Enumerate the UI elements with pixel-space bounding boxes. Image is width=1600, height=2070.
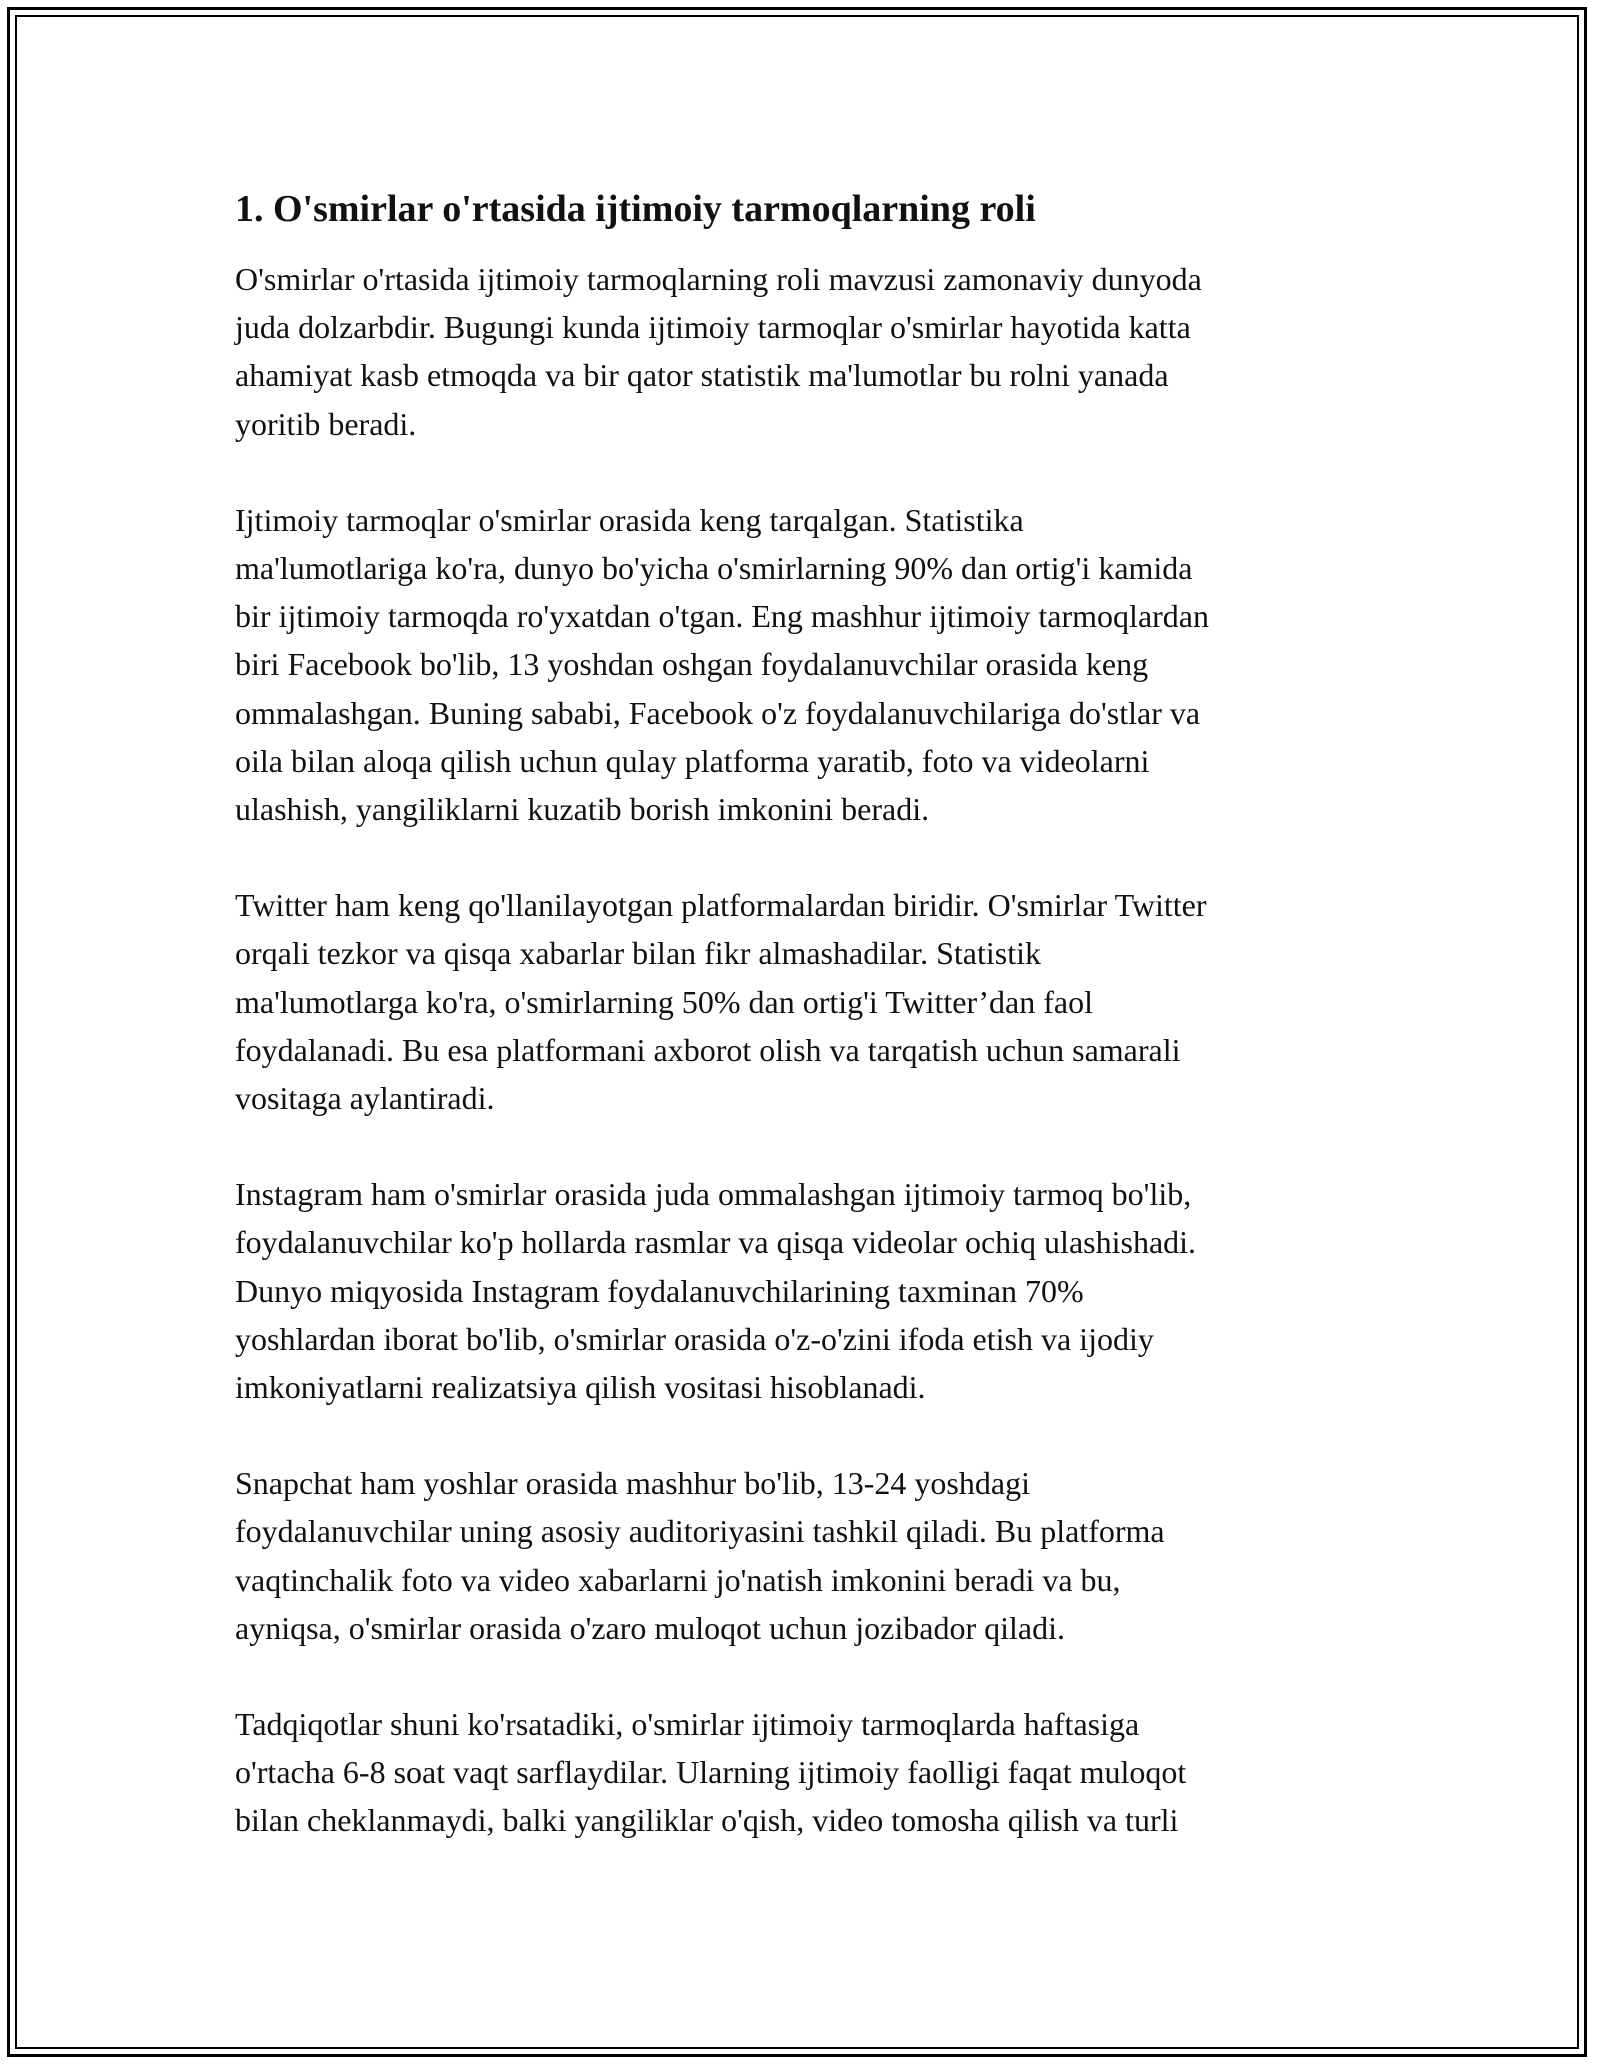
paragraph-snapchat [235, 1459, 1365, 1652]
text-line: yoshlardan iborat bo'lib, o'smirlar orasida o'z-o'zini ifoda etish va ijodiy [235, 1320, 1154, 1357]
text-line: foydalanuvchilar uning asosiy auditoriyasini tashkil qiladi. Bu platforma [235, 1513, 1165, 1550]
text-line: Instagram ham o'smirlar orasida juda ommalashgan ijtimoiy tarmoq bo'lib, [235, 1176, 1192, 1213]
text-line: o'rtacha 6-8 soat vaqt sarflaydilar. Ularning ijtimoiy faolligi faqat muloqot [235, 1754, 1187, 1791]
text-line: Twitter ham keng qo'llanilayotgan platformalardan biridir. O'smirlar Twitter [235, 887, 1207, 924]
text-line: O'smirlar o'rtasida ijtimoiy tarmoqlarning roli mavzusi zamonaviy dunyoda [235, 261, 1202, 297]
text-line: ayniqsa, o'smirlar orasida o'zaro muloqot uchun jozibador qiladi. [235, 1609, 1065, 1646]
text-line: Snapchat ham yoshlar orasida mashhur bo'lib, 13-24 yoshdagi [235, 1465, 1030, 1502]
paragraph-research [235, 1700, 1365, 1845]
text-line: ma'lumotlarga ko'ra, o'smirlarning 50% dan ortig'i Twitter’dan faol [235, 983, 1093, 1020]
text-line: biri Facebook bo'lib, 13 yoshdan oshgan foydalanuvchilar orasida keng [235, 646, 1149, 683]
text-line: bir ijtimoiy tarmoqda ro'yxatdan o'tgan. Eng mashhur ijtimoiy tarmoqlardan [235, 598, 1209, 635]
paragraph-facebook [235, 496, 1365, 833]
text-line: oila bilan aloqa qilish uchun qulay platforma yaratib, foto va videolarni [235, 742, 1150, 779]
text-line: ma'lumotlariga ko'ra, dunyo bo'yicha o'smirlarning 90% dan ortig'i kamida [235, 550, 1193, 587]
text-line: ulashish, yangiliklarni kuzatib borish imkonini beradi. [235, 791, 930, 828]
text-line: imkoniyatlarni realizatsiya qilish vositasi hisoblanadi. [235, 1369, 926, 1406]
paragraph-instagram [235, 1170, 1365, 1411]
text-line: foydalanadi. Bu esa platformani axborot olish va tarqatish uchun samarali [235, 1031, 1181, 1068]
document-body [235, 185, 1365, 1893]
text-line: Ijtimoiy tarmoqlar o'smirlar orasida keng tarqalgan. Statistika [235, 501, 1024, 538]
text-line: yoritib beradi. [235, 405, 417, 442]
section-heading: 1. O'smirlar o'rtasida ijtimoiy tarmoqlarning roli [235, 188, 1036, 230]
text-line: vositaga aylantiradi. [235, 1080, 495, 1117]
text-line: foydalanuvchilar ko'p hollarda rasmlar va qisqa videolar ochiq ulashishadi. [235, 1224, 1197, 1261]
text-line: vaqtinchalik foto va video xabarlarni jo'natish imkonini beradi va bu, [235, 1561, 1121, 1598]
paragraph-twitter [235, 881, 1365, 1122]
text-line: Dunyo miqyosida Instagram foydalanuvchilarining taxminan 70% [235, 1272, 1084, 1309]
text-line: Tadqiqotlar shuni ko'rsatadiki, o'smirlar ijtimoiy tarmoqlarda haftasiga [235, 1706, 1140, 1743]
text-line: bilan cheklanmaydi, balki yangiliklar o'qish, video tomosha qilish va turli [235, 1802, 1179, 1839]
text-line: ommalashgan. Buning sababi, Facebook o'z foydalanuvchilariga do'stlar va [235, 694, 1201, 731]
text-line: juda dolzarbdir. Bugungi kunda ijtimoiy tarmoqlar o'smirlar hayotida katta [235, 309, 1191, 346]
text-line: orqali tezkor va qisqa xabarlar bilan fikr almashadilar. Statistik [235, 935, 1041, 972]
paragraph-intro [235, 255, 1365, 448]
text-line: ahamiyat kasb etmoqda va bir qator statistik ma'lumotlar bu rolni yanada [235, 357, 1169, 394]
